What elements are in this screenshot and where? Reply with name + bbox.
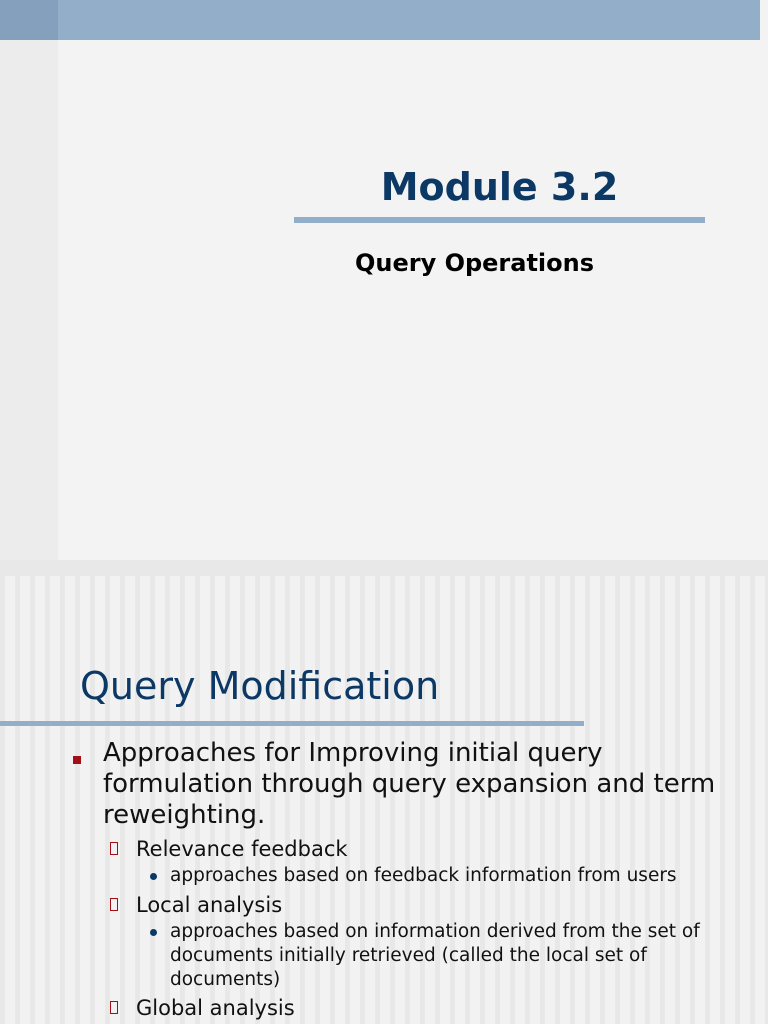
list-item (150, 864, 740, 888)
square-bullet-icon (73, 756, 81, 764)
slide-title: Module 3.2 (380, 165, 619, 209)
slide-separator (0, 560, 768, 576)
list-item (110, 836, 348, 862)
outline-bullet-icon (110, 898, 118, 911)
heading-underline (0, 721, 584, 726)
subitem-label: Local analysis (136, 893, 283, 917)
subitem-label: Global analysis (136, 996, 295, 1020)
slide-heading: Query Modification (80, 664, 440, 708)
subitem-detail: approaches based on feedback information from users (170, 865, 677, 886)
content-slide (0, 576, 768, 1024)
top-bar-accent (0, 0, 58, 40)
main-bullet-text: Approaches for Improving initial query formulation through query expansion and term reweighting. (103, 738, 716, 830)
list-item (110, 892, 282, 918)
outline-bullet-icon (110, 1001, 118, 1014)
slide-subtitle: Query Operations (354, 249, 595, 277)
top-bar (0, 0, 760, 40)
list-item (150, 920, 740, 992)
dot-bullet-icon (150, 929, 157, 936)
subitem-detail: approaches based on information derived from the set of documents initially retrieved (called the local set of documents) (170, 921, 700, 990)
list-item (110, 995, 295, 1021)
left-strip (0, 0, 58, 560)
subitem-label: Relevance feedback (136, 837, 348, 861)
title-underline (294, 217, 705, 223)
dot-bullet-icon (150, 873, 157, 880)
outline-bullet-icon (110, 842, 118, 855)
